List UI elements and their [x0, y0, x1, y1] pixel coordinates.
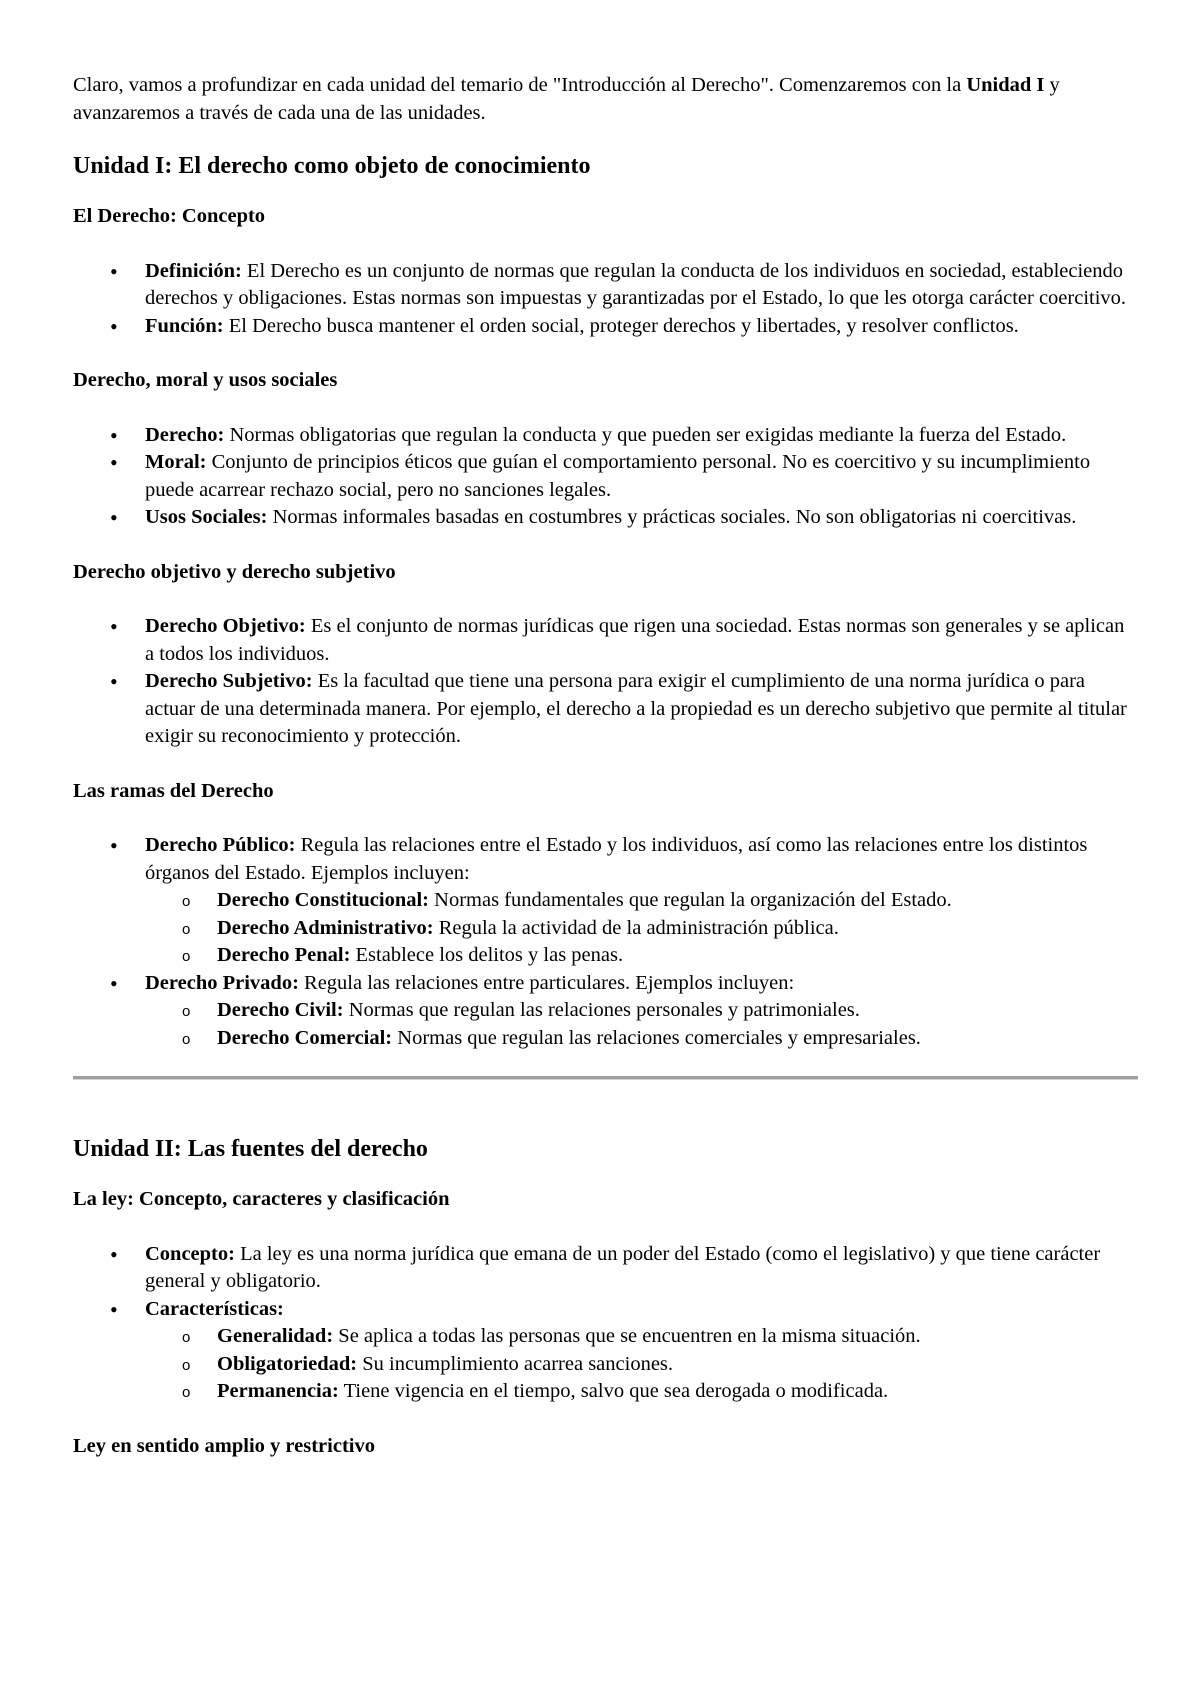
sub-list-item [217, 942, 1138, 970]
unit2-title: Unidad II: Las fuentes del derecho [73, 1136, 428, 1162]
sub-item-text: Se aplica a todas las personas que se encuentren en la misma situación. [333, 1325, 921, 1347]
sub-list-item [217, 1351, 1138, 1379]
sub-item-text: Tiene vigencia en el tiempo, salvo que sea derogada o modificada. [338, 1380, 889, 1402]
sub-list-item [217, 1025, 1138, 1053]
unit1-s3-heading: Derecho objetivo y derecho subjetivo [73, 560, 396, 583]
item-text: Es el conjunto de normas jurídicas que rigen una sociedad. Estas normas son generales y se aplican a todos los individuos. [145, 615, 1125, 665]
list-item [145, 613, 1138, 668]
unit2-s2-heading: Ley en sentido amplio y restrictivo [73, 1434, 375, 1457]
unit1-s1-heading: El Derecho: Concepto [73, 205, 266, 227]
section-divider [73, 1076, 1138, 1080]
item-text: El Derecho busca mantener el orden social, proteger derechos y libertades, y resolver conflictos. [223, 314, 1019, 337]
item-term: Función: [145, 314, 224, 337]
list-item [145, 1241, 1138, 1296]
list-item [145, 422, 1138, 450]
sub-item-term: Derecho Comercial: [217, 1026, 393, 1049]
unit1-s1-list [73, 258, 1138, 341]
unit2-s1-heading: La ley: Concepto, caracteres y clasificación [73, 1188, 450, 1210]
list-item [145, 970, 1138, 1053]
unit1-s4-heading: Las ramas del Derecho [73, 779, 274, 802]
item-text: Normas obligatorias que regulan la conducta y que pueden ser exigidas mediante la fuerza del Estado. [224, 423, 1067, 446]
item-term: Derecho Objetivo: [145, 615, 306, 637]
sub-item-text: Regula la actividad de la administración pública. [433, 916, 839, 939]
item-term: Características: [145, 1297, 284, 1320]
sub-list [145, 997, 1138, 1052]
sub-list-item [217, 1323, 1138, 1351]
list-item [145, 1296, 1138, 1406]
item-term: Derecho: [145, 423, 225, 446]
list-item [145, 668, 1138, 751]
item-text: Es la facultad que tiene una persona para exigir el cumplimiento de una norma jurídica o para actuar de una determinada manera. Por ejemplo, el derecho a la propiedad es un derecho subjetivo que permite al titular exigir su reconocimiento y protección. [145, 670, 1127, 747]
item-term: Definición: [145, 259, 242, 282]
intro-bold: Unidad I [966, 74, 1045, 96]
unit2-s1-list [73, 1241, 1138, 1406]
unit1-s2-heading: Derecho, moral y usos sociales [73, 369, 338, 391]
sub-item-term: Derecho Administrativo: [217, 916, 434, 939]
sub-item-term: Permanencia: [217, 1380, 339, 1402]
sub-item-term: Obligatoriedad: [217, 1352, 358, 1375]
document-page [73, 72, 1138, 1487]
item-text: Regula las relaciones entre el Estado y los individuos, así como las relaciones entre los distintos órganos del Estado. Ejemplos incluyen: [145, 834, 1088, 884]
item-text: Normas informales basadas en costumbres y prácticas sociales. No son obligatorias ni coercitivas. [267, 506, 1077, 528]
sub-list-item [217, 887, 1138, 915]
item-term: Derecho Privado: [145, 971, 299, 994]
list-item [145, 258, 1138, 313]
sub-list-item [217, 997, 1138, 1025]
sub-item-term: Derecho Penal: [217, 944, 351, 966]
item-text: La ley es una norma jurídica que emana de un poder del Estado (como el legislativo) y que tiene carácter general y obligatorio. [145, 1242, 1101, 1292]
item-text: Regula las relaciones entre particulares. Ejemplos incluyen: [298, 971, 795, 994]
sub-item-term: Derecho Civil: [217, 999, 344, 1021]
sub-item-text: Normas fundamentales que regulan la organización del Estado. [429, 889, 952, 911]
intro-paragraph [73, 72, 1138, 127]
sub-item-term: Generalidad: [217, 1325, 334, 1347]
intro-text-1: Claro, vamos a profundizar en cada unidad del temario de "Introducción al Derecho". Comenzaremos con la [73, 74, 967, 96]
sub-item-text: Normas que regulan las relaciones comerciales y empresariales. [392, 1026, 921, 1049]
sub-item-term: Derecho Constitucional: [217, 889, 430, 911]
sub-list-item [217, 1378, 1138, 1406]
sub-list [145, 887, 1138, 970]
sub-list-item [217, 915, 1138, 943]
item-text: El Derecho es un conjunto de normas que regulan la conducta de los individuos en sociedad, estableciendo derechos y obligaciones. Estas normas son impuestas y garantizadas por el Estado, lo que les otorga carácter coercitivo. [145, 259, 1127, 309]
list-item [145, 449, 1138, 504]
item-term: Derecho Subjetivo: [145, 670, 313, 692]
unit1-s2-list [73, 422, 1138, 532]
sub-item-text: Establece los delitos y las penas. [350, 944, 624, 966]
sub-list [145, 1323, 1138, 1406]
unit1-s3-list [73, 613, 1138, 751]
item-term: Usos Sociales: [145, 506, 268, 528]
intro-text-2: y avanzaremos a través de cada una de las unidades. [73, 74, 1060, 124]
item-term: Derecho Público: [145, 834, 296, 856]
item-term: Concepto: [145, 1242, 235, 1265]
list-item [145, 313, 1138, 341]
item-term: Moral: [145, 451, 207, 473]
item-text: Conjunto de principios éticos que guían el comportamiento personal. No es coercitivo y su incumplimiento puede acarrear rechazo social, pero no sanciones legales. [145, 451, 1091, 501]
sub-item-text: Su incumplimiento acarrea sanciones. [357, 1352, 674, 1375]
unit1-title: Unidad I: El derecho como objeto de conocimiento [73, 153, 591, 179]
list-item [145, 504, 1138, 532]
unit1-s4-list [73, 832, 1138, 1052]
list-item [145, 832, 1138, 970]
sub-item-text: Normas que regulan las relaciones personales y patrimoniales. [343, 999, 860, 1021]
